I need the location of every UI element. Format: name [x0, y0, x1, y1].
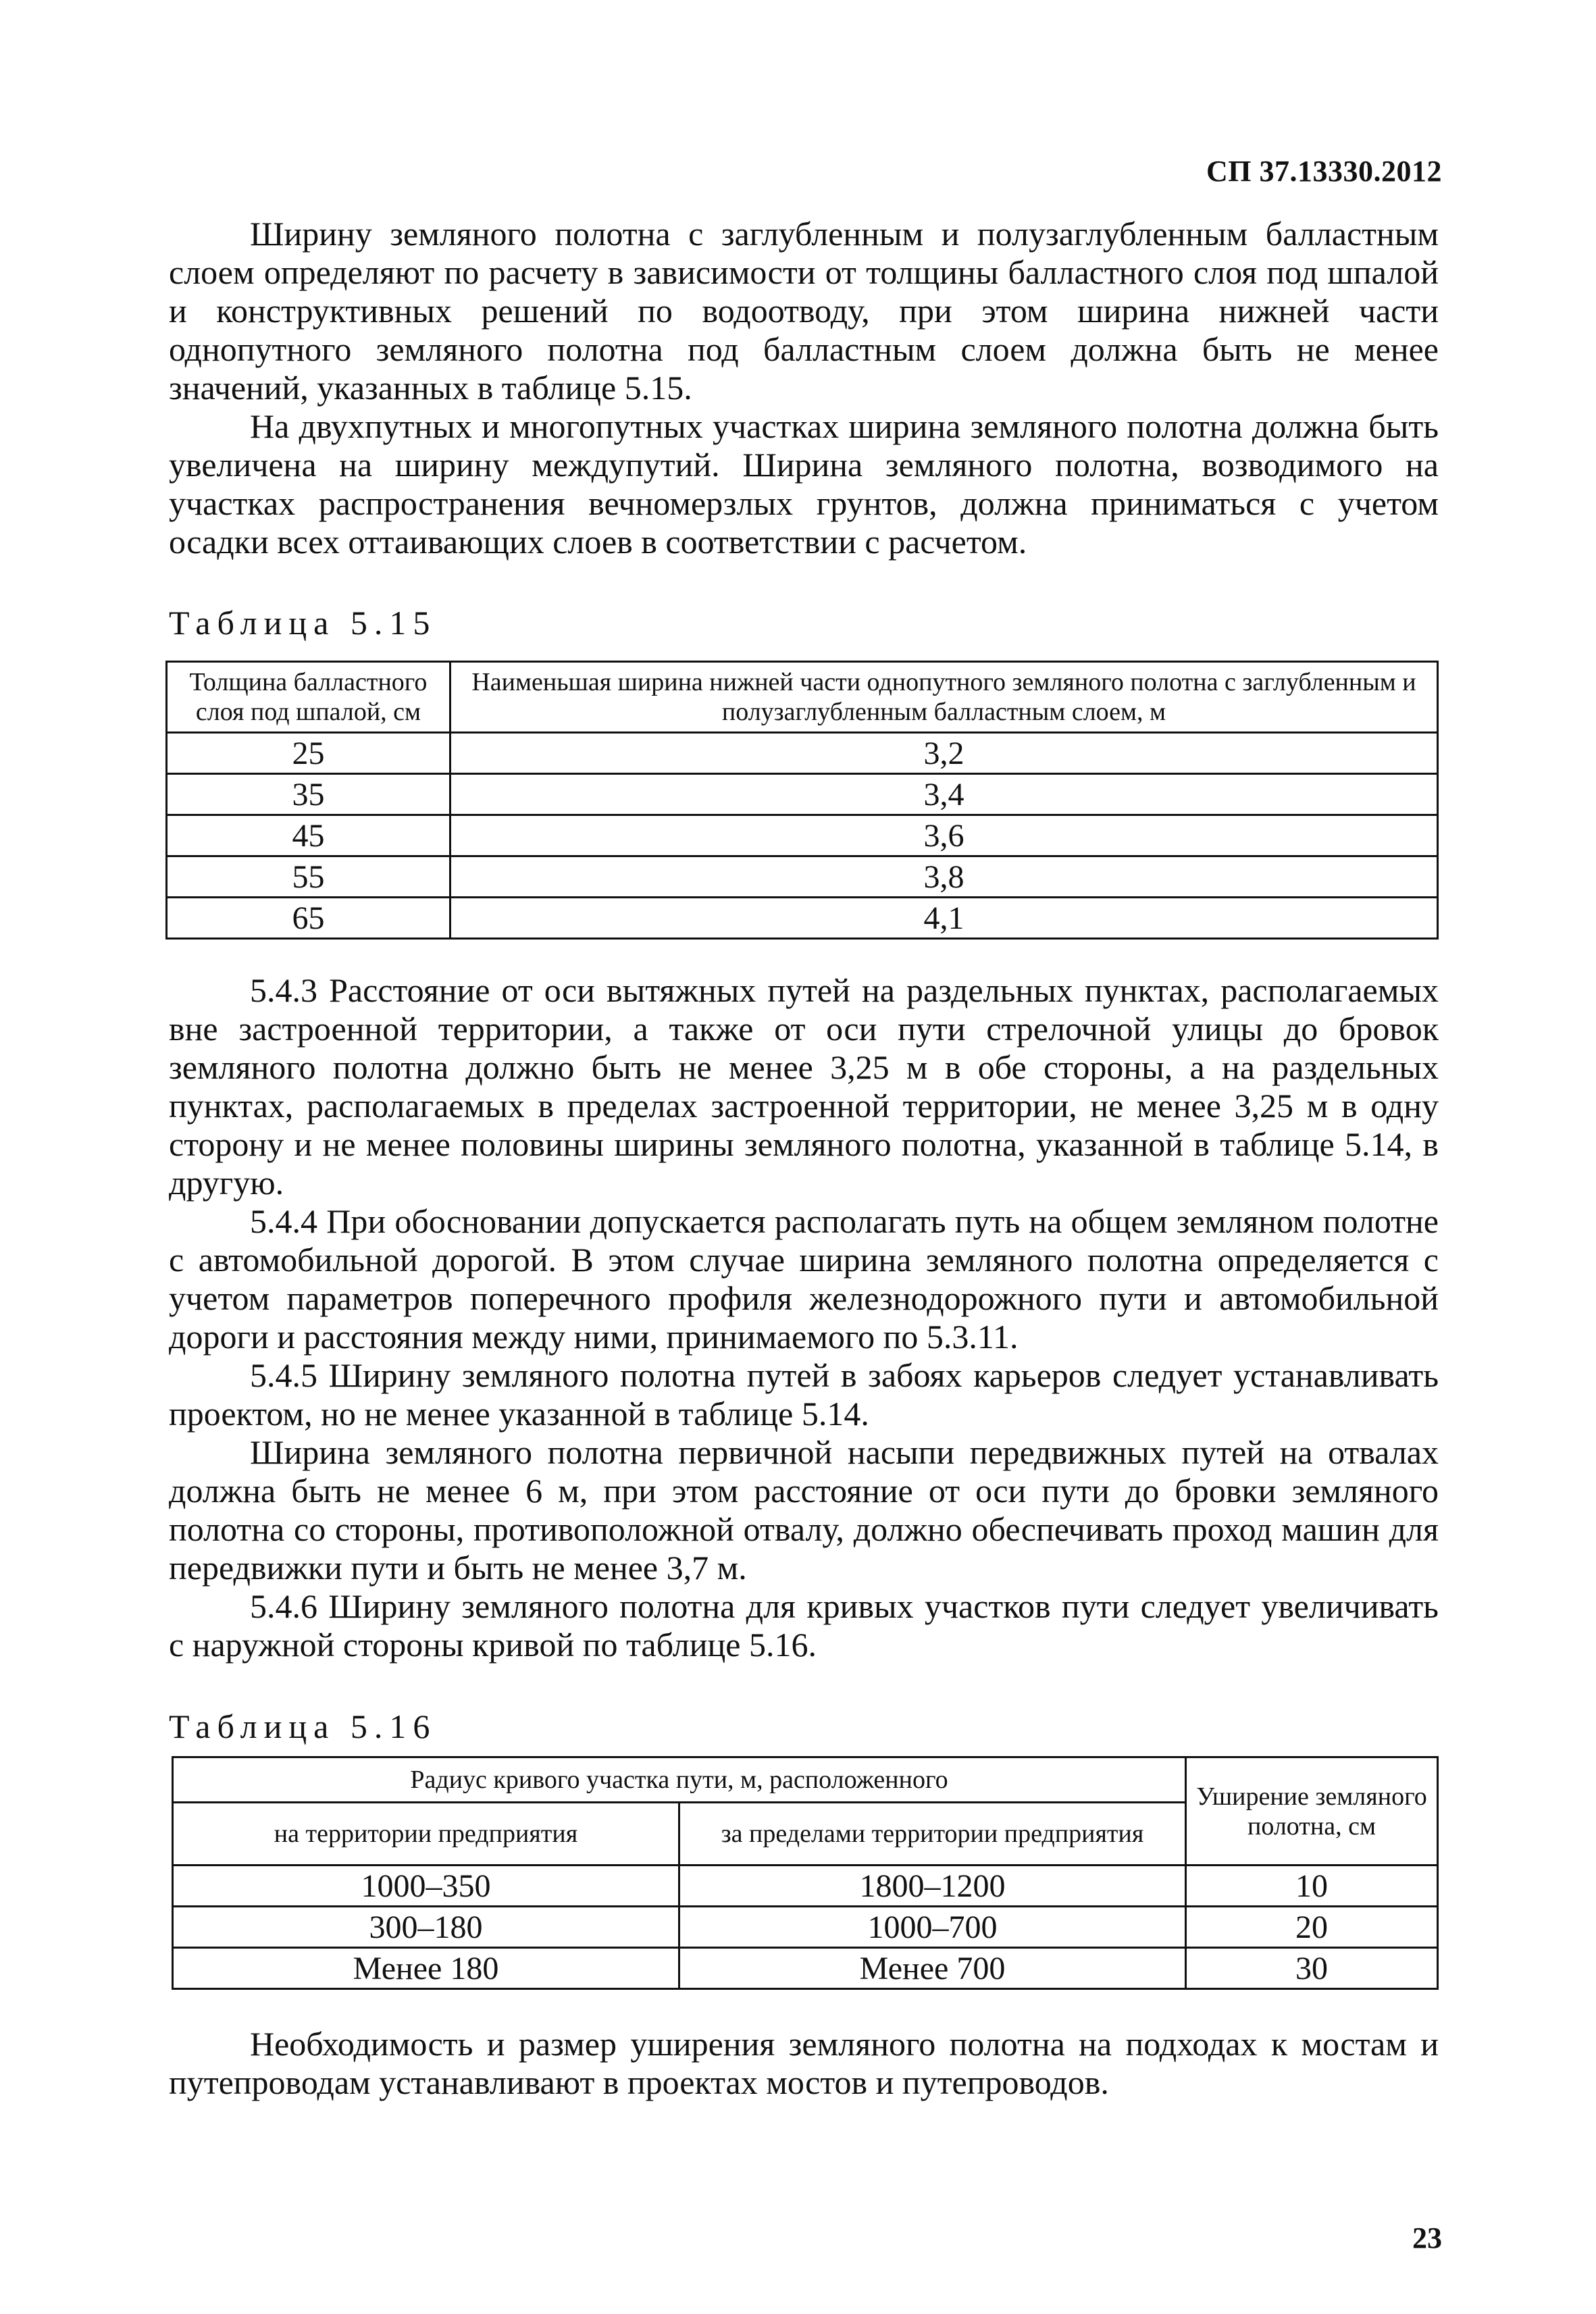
table-row: [173, 1948, 1438, 1989]
table-cell: 1000–700: [679, 1907, 1186, 1948]
table-cell: 20: [1186, 1907, 1438, 1948]
column-header: на территории предприятия: [173, 1803, 679, 1866]
table-row: [167, 774, 1438, 815]
table-row: [167, 898, 1438, 939]
table-cell: 10: [1186, 1866, 1438, 1907]
paragraph: 5.4.5 Ширину земляного полотна путей в забоях карьеров следует устанавливать проектом, но не менее указанной в таблице 5.14.: [169, 1356, 1439, 1433]
paragraph: 5.4.6 Ширину земляного полотна для кривых участков пути следует увеличивать с наружной стороны кривой по таблице 5.16.: [169, 1587, 1439, 1664]
table-cell: 3,2: [451, 733, 1438, 774]
table-cell: 3,4: [451, 774, 1438, 815]
column-header: за пределами территории предприятия: [679, 1803, 1186, 1866]
table-cell: 65: [167, 898, 451, 939]
table-cell: 25: [167, 733, 451, 774]
table-cell: Менее 180: [173, 1948, 679, 1989]
table-row: [167, 733, 1438, 774]
table-header-row: [173, 1757, 1438, 1803]
table-cell: 300–180: [173, 1907, 679, 1948]
paragraph: На двухпутных и многопутных участках ширина земляного полотна должна быть увеличена на ширину междупутий. Ширина земляного полотна, возводимого на участках распространения вечномерзлых грунтов, должна приниматься с учетом осадки всех оттаивающих слоев в соответствии с расчетом.: [169, 407, 1439, 561]
table-caption: Таблица 5.15: [169, 604, 437, 642]
table-5-15: [165, 661, 1439, 940]
table-5-16: [172, 1756, 1439, 1990]
column-header: Толщина балластного слоя под шпалой, см: [167, 662, 451, 733]
table-cell: 4,1: [451, 898, 1438, 939]
table-row: [167, 856, 1438, 898]
table-cell: 30: [1186, 1948, 1438, 1989]
page-number: 23: [1412, 2221, 1442, 2255]
closing-text-block: [169, 2025, 1439, 2102]
column-header: Наименьшая ширина нижней части однопутного земляного полотна с заглубленным и полузаглубленным балластным слоем, м: [451, 662, 1438, 733]
paragraph: 5.4.3 Расстояние от оси вытяжных путей на раздельных пунктах, располагаемых вне застроенной территории, а также от оси пути стрелочной улицы до бровок земляного полотна должно быть не менее 3,25 м в обе стороны, а на раздельных пунктах, располагаемых в пределах застроенной территории, не менее 3,25 м в одну сторону и не менее половины ширины земляного полотна, указанной в таблице 5.14, в другую.: [169, 971, 1439, 1202]
column-header: Уширение земляного полотна, см: [1186, 1757, 1438, 1866]
table-cell: 3,8: [451, 856, 1438, 898]
table-row: [173, 1866, 1438, 1907]
table-caption: Таблица 5.16: [169, 1707, 437, 1745]
paragraph: 5.4.4 При обосновании допускается располагать путь на общем земляном полотне с автомобильной дорогой. В этом случае ширина земляного полотна определяется с учетом параметров поперечного профиля железнодорожного пути и автомобильной дороги и расстояния между ними, принимаемого по 5.3.11.: [169, 1202, 1439, 1356]
table-cell: 1800–1200: [679, 1866, 1186, 1907]
table-row: [173, 1907, 1438, 1948]
document-code-header: СП 37.13330.2012: [1206, 155, 1442, 188]
table-cell: 1000–350: [173, 1866, 679, 1907]
table-cell: 3,6: [451, 815, 1438, 856]
intro-text-block: [169, 215, 1439, 561]
paragraph: Необходимость и размер уширения земляного полотна на подходах к мостам и путепроводам устанавливают в проектах мостов и путепроводов.: [169, 2025, 1439, 2101]
main-text-block: [169, 971, 1439, 1664]
paragraph: Ширину земляного полотна с заглубленным и полузаглубленным балластным слоем определяют по расчету в зависимости от толщины балластного слоя под шпалой и конструктивных решений по водоотводу, при этом ширина нижней части однопутного земляного полотна под балластным слоем должна быть не менее значений, указанных в таблице 5.15.: [169, 215, 1439, 407]
table-cell: Менее 700: [679, 1948, 1186, 1989]
table-header-row: [167, 662, 1438, 733]
group-header: Радиус кривого участка пути, м, расположенного: [173, 1757, 1186, 1803]
table-cell: 55: [167, 856, 451, 898]
table-cell: 35: [167, 774, 451, 815]
paragraph: Ширина земляного полотна первичной насыпи передвижных путей на отвалах должна быть не менее 6 м, при этом расстояние от оси пути до бровки земляного полотна со стороны, противоположной отвалу, должно обеспечивать проход машин для передвижки пути и быть не менее 3,7 м.: [169, 1433, 1439, 1587]
table-cell: 45: [167, 815, 451, 856]
table-row: [167, 815, 1438, 856]
